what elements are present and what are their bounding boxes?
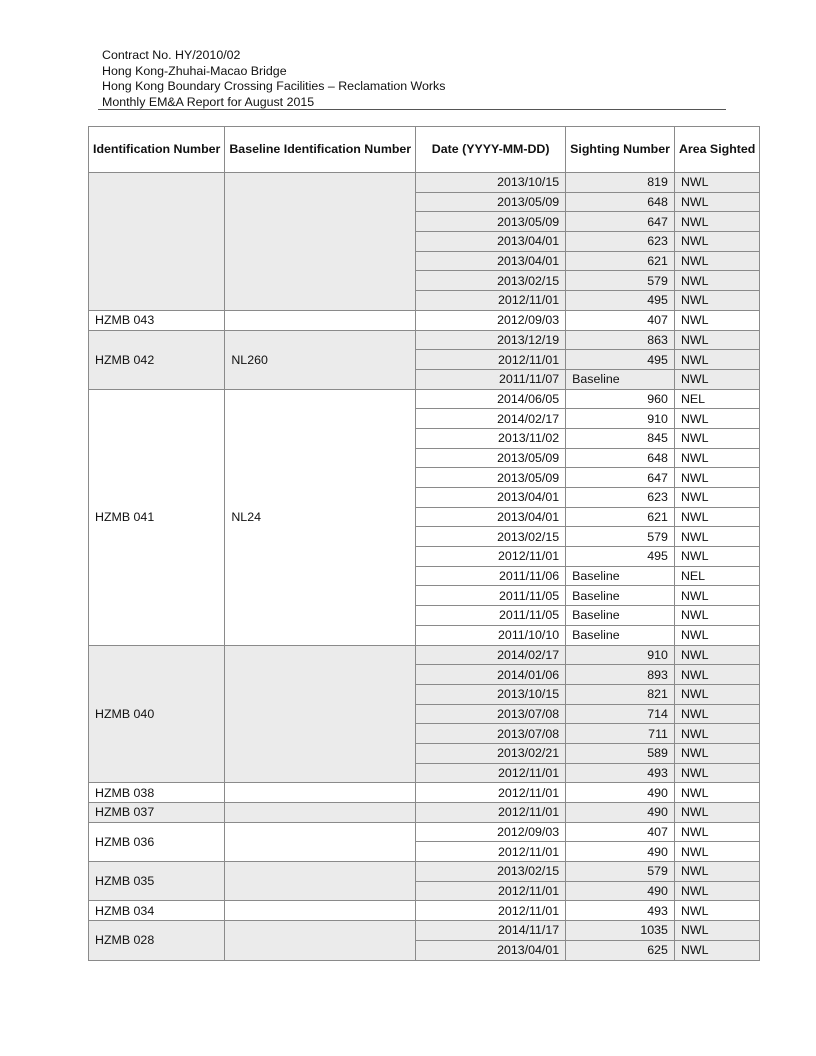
identification-number-cell: HZMB 034 — [89, 901, 225, 921]
sighting-number-cell: 647 — [566, 212, 675, 232]
sighting-number-cell: 819 — [566, 173, 675, 193]
table-header — [89, 127, 760, 173]
sighting-number-cell: Baseline — [566, 369, 675, 389]
column-header: Sighting Number — [566, 127, 675, 173]
area-sighted-cell: NWL — [674, 606, 759, 626]
area-sighted-cell: NWL — [674, 665, 759, 685]
area-sighted-cell: NWL — [674, 743, 759, 763]
date-cell: 2013/05/09 — [416, 468, 566, 488]
date-cell: 2013/12/19 — [416, 330, 566, 350]
area-sighted-cell: NWL — [674, 803, 759, 823]
identification-number-cell: HZMB 037 — [89, 803, 225, 823]
sighting-number-cell: Baseline — [566, 586, 675, 606]
project-name: Hong Kong-Zhuhai-Macao Bridge — [102, 63, 287, 78]
identification-number-cell: HZMB 042 — [89, 330, 225, 389]
date-cell: 2011/11/05 — [416, 606, 566, 626]
table-row — [89, 330, 760, 350]
area-sighted-cell: NWL — [674, 625, 759, 645]
date-cell: 2012/11/01 — [416, 291, 566, 311]
date-cell: 2012/09/03 — [416, 822, 566, 842]
identification-number-cell: HZMB 035 — [89, 862, 225, 901]
sighting-number-cell: 647 — [566, 468, 675, 488]
area-sighted-cell: NWL — [674, 251, 759, 271]
sighting-number-cell: 623 — [566, 488, 675, 508]
sighting-number-cell: 1035 — [566, 921, 675, 941]
table-row — [89, 645, 760, 665]
area-sighted-cell: NWL — [674, 330, 759, 350]
date-cell: 2012/11/01 — [416, 350, 566, 370]
sighting-number-cell: 495 — [566, 350, 675, 370]
area-sighted-cell: NWL — [674, 271, 759, 291]
sighting-number-cell: 623 — [566, 232, 675, 252]
sighting-number-cell: 490 — [566, 803, 675, 823]
baseline-id-cell — [225, 822, 416, 861]
area-sighted-cell: NWL — [674, 468, 759, 488]
area-sighted-cell: NWL — [674, 724, 759, 744]
sighting-number-cell: 621 — [566, 507, 675, 527]
date-cell: 2013/10/15 — [416, 173, 566, 193]
sighting-number-cell: 490 — [566, 842, 675, 862]
area-sighted-cell: NWL — [674, 547, 759, 567]
sighting-number-cell: 648 — [566, 192, 675, 212]
identification-number-cell: HZMB 036 — [89, 822, 225, 861]
table-row — [89, 901, 760, 921]
baseline-id-cell — [225, 803, 416, 823]
area-sighted-cell: NWL — [674, 783, 759, 803]
area-sighted-cell: NWL — [674, 940, 759, 960]
date-cell: 2013/02/15 — [416, 862, 566, 882]
table-row — [89, 822, 760, 842]
area-sighted-cell: NWL — [674, 704, 759, 724]
date-cell: 2013/04/01 — [416, 251, 566, 271]
date-cell: 2013/04/01 — [416, 940, 566, 960]
date-cell: 2012/11/01 — [416, 547, 566, 567]
area-sighted-cell: NWL — [674, 901, 759, 921]
sighting-number-cell: 648 — [566, 448, 675, 468]
baseline-id-cell — [225, 921, 416, 960]
sighting-number-cell: 589 — [566, 743, 675, 763]
column-header: Date (YYYY-MM-DD) — [416, 127, 566, 173]
area-sighted-cell: NWL — [674, 232, 759, 252]
date-cell: 2012/11/01 — [416, 783, 566, 803]
date-cell: 2013/10/15 — [416, 684, 566, 704]
date-cell: 2013/05/09 — [416, 192, 566, 212]
sighting-number-cell: 714 — [566, 704, 675, 724]
date-cell: 2013/11/02 — [416, 428, 566, 448]
date-cell: 2012/09/03 — [416, 310, 566, 330]
baseline-id-cell — [225, 310, 416, 330]
sighting-number-cell: 579 — [566, 862, 675, 882]
sighting-number-cell: 493 — [566, 763, 675, 783]
date-cell: 2014/11/17 — [416, 921, 566, 941]
area-sighted-cell: NWL — [674, 409, 759, 429]
sighting-number-cell: 493 — [566, 901, 675, 921]
contract-number: Contract No. HY/2010/02 — [102, 48, 241, 62]
area-sighted-cell: NWL — [674, 448, 759, 468]
area-sighted-cell: NWL — [674, 310, 759, 330]
date-cell: 2013/07/08 — [416, 704, 566, 724]
identification-number-cell — [89, 173, 225, 311]
identification-number-cell: HZMB 028 — [89, 921, 225, 960]
identification-number-cell: HZMB 038 — [89, 783, 225, 803]
area-sighted-cell: NWL — [674, 881, 759, 901]
date-cell: 2013/04/01 — [416, 232, 566, 252]
table-row — [89, 173, 760, 193]
date-cell: 2012/11/01 — [416, 803, 566, 823]
date-cell: 2013/02/21 — [416, 743, 566, 763]
area-sighted-cell: NWL — [674, 173, 759, 193]
sighting-number-cell: Baseline — [566, 566, 675, 586]
date-cell: 2012/11/01 — [416, 901, 566, 921]
date-cell: 2013/07/08 — [416, 724, 566, 744]
sighting-number-cell: Baseline — [566, 606, 675, 626]
area-sighted-cell: NWL — [674, 488, 759, 508]
date-cell: 2011/11/05 — [416, 586, 566, 606]
date-cell: 2011/11/07 — [416, 369, 566, 389]
table-row — [89, 310, 760, 330]
sighting-number-cell: 910 — [566, 645, 675, 665]
date-cell: 2013/05/09 — [416, 212, 566, 232]
sighting-number-cell: 495 — [566, 291, 675, 311]
sighting-number-cell: 407 — [566, 310, 675, 330]
area-sighted-cell: NWL — [674, 350, 759, 370]
sighting-number-cell: 490 — [566, 881, 675, 901]
date-cell: 2014/02/17 — [416, 645, 566, 665]
date-cell: 2013/05/09 — [416, 448, 566, 468]
date-cell: 2014/06/05 — [416, 389, 566, 409]
date-cell: 2011/11/06 — [416, 566, 566, 586]
identification-number-cell: HZMB 040 — [89, 645, 225, 783]
area-sighted-cell: NWL — [674, 763, 759, 783]
baseline-id-cell — [225, 783, 416, 803]
identification-number-cell: HZMB 043 — [89, 310, 225, 330]
column-header: Area Sighted — [674, 127, 759, 173]
area-sighted-cell: NWL — [674, 212, 759, 232]
sighting-number-cell: 407 — [566, 822, 675, 842]
date-cell: 2013/04/01 — [416, 488, 566, 508]
sighting-number-cell: 821 — [566, 684, 675, 704]
column-header: Identification Number — [89, 127, 225, 173]
area-sighted-cell: NWL — [674, 862, 759, 882]
area-sighted-cell: NWL — [674, 822, 759, 842]
date-cell: 2011/10/10 — [416, 625, 566, 645]
area-sighted-cell: NWL — [674, 586, 759, 606]
sightings-table — [88, 126, 760, 961]
sighting-number-cell: 621 — [566, 251, 675, 271]
date-cell: 2012/11/01 — [416, 842, 566, 862]
date-cell: 2014/02/17 — [416, 409, 566, 429]
sighting-number-cell: 579 — [566, 527, 675, 547]
date-cell: 2012/11/01 — [416, 763, 566, 783]
sighting-number-cell: 579 — [566, 271, 675, 291]
baseline-id-cell — [225, 173, 416, 311]
sighting-number-cell: 960 — [566, 389, 675, 409]
baseline-id-cell: NL260 — [225, 330, 416, 389]
report-title: Monthly EM&A Report for August 2015 — [102, 94, 315, 109]
table-row — [89, 921, 760, 941]
sighting-number-cell: 625 — [566, 940, 675, 960]
sighting-number-cell: 495 — [566, 547, 675, 567]
header-divider — [98, 109, 726, 110]
table-row — [89, 803, 760, 823]
table-body — [89, 173, 760, 961]
facility-name: Hong Kong Boundary Crossing Facilities – Reclamation Works — [102, 79, 446, 94]
area-sighted-cell: NEL — [674, 389, 759, 409]
area-sighted-cell: NWL — [674, 507, 759, 527]
area-sighted-cell: NWL — [674, 428, 759, 448]
area-sighted-cell: NWL — [674, 527, 759, 547]
table-row — [89, 389, 760, 409]
area-sighted-cell: NWL — [674, 291, 759, 311]
area-sighted-cell: NEL — [674, 566, 759, 586]
identification-number-cell: HZMB 041 — [89, 389, 225, 645]
report-header — [102, 48, 722, 110]
date-cell: 2014/01/06 — [416, 665, 566, 685]
sighting-number-cell: 490 — [566, 783, 675, 803]
sighting-number-cell: 910 — [566, 409, 675, 429]
sighting-number-cell: 863 — [566, 330, 675, 350]
baseline-id-cell — [225, 862, 416, 901]
baseline-id-cell — [225, 645, 416, 783]
baseline-id-cell: NL24 — [225, 389, 416, 645]
area-sighted-cell: NWL — [674, 192, 759, 212]
table-row — [89, 783, 760, 803]
sighting-number-cell: 893 — [566, 665, 675, 685]
date-cell: 2013/02/15 — [416, 527, 566, 547]
area-sighted-cell: NWL — [674, 684, 759, 704]
date-cell: 2012/11/01 — [416, 881, 566, 901]
date-cell: 2013/02/15 — [416, 271, 566, 291]
table-row — [89, 862, 760, 882]
area-sighted-cell: NWL — [674, 921, 759, 941]
area-sighted-cell: NWL — [674, 645, 759, 665]
sighting-number-cell: 845 — [566, 428, 675, 448]
column-header: Baseline Identification Number — [225, 127, 416, 173]
date-cell: 2013/04/01 — [416, 507, 566, 527]
sighting-number-cell: 711 — [566, 724, 675, 744]
area-sighted-cell: NWL — [674, 842, 759, 862]
sighting-number-cell: Baseline — [566, 625, 675, 645]
baseline-id-cell — [225, 901, 416, 921]
area-sighted-cell: NWL — [674, 369, 759, 389]
